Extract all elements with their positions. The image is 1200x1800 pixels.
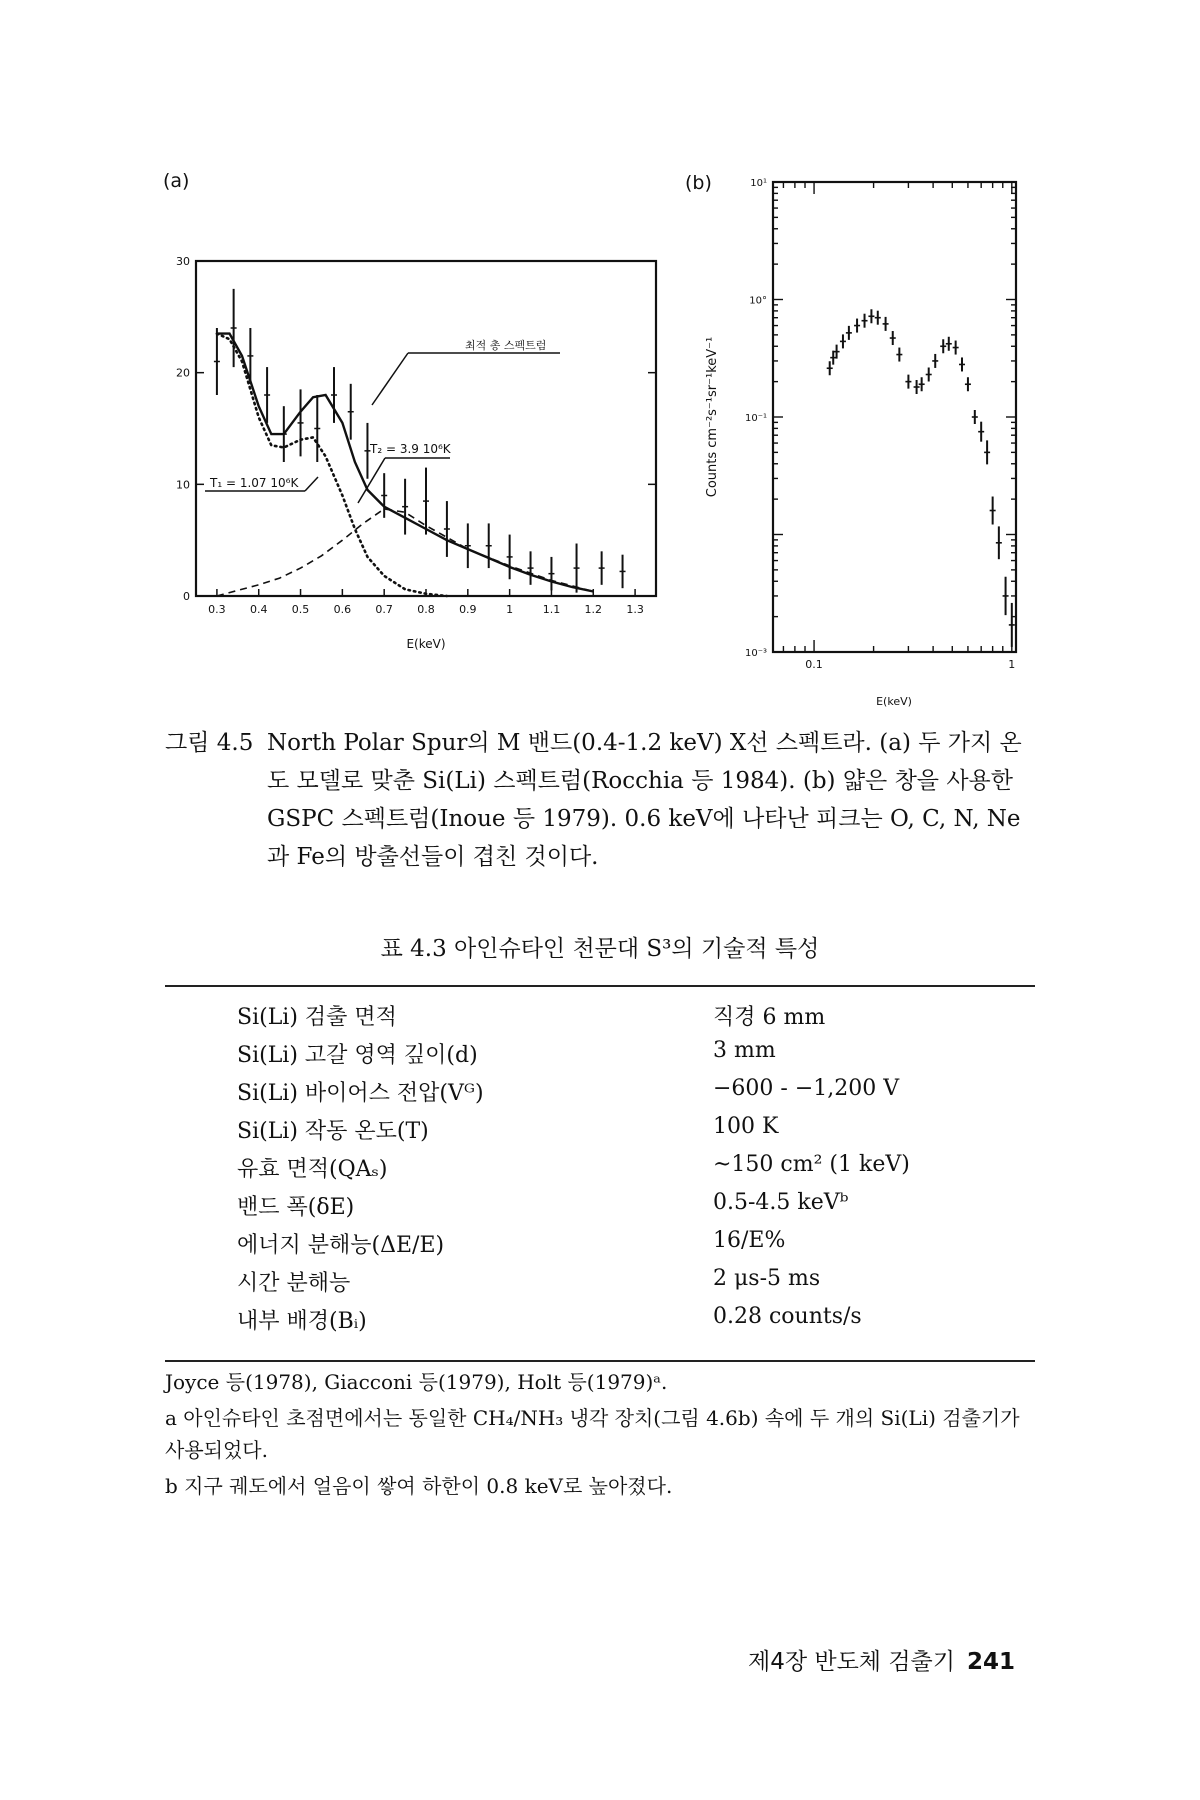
table-cell-value: 16/E% — [713, 1228, 786, 1253]
panel-b-label: (b) — [685, 172, 712, 194]
chart-b-ylabel: Counts cm⁻²s⁻¹sr⁻¹keV⁻¹ — [705, 336, 720, 498]
table-bottom-rule — [165, 1360, 1035, 1362]
chart-a-y-tick-label: 20 — [176, 366, 190, 380]
table-cell-property: 밴드 폭(δE) — [237, 1195, 355, 1220]
table-note-a: a 아인슈타인 초점면에서는 동일한 CH₄/NH₃ 냉각 장치(그림 4.6b) 속에 두 개의 Si(Li) 검출기가 사용되었다. — [165, 1406, 1020, 1462]
chart-b-x-tick-label: 0.1 — [805, 658, 823, 671]
table-row — [165, 1038, 1035, 1072]
t1-annotation: T₁ = 1.07 10⁶K — [210, 476, 299, 490]
table-cell-property: 시간 분해능 — [237, 1271, 351, 1296]
chart-b-xlabel: E(keV) — [876, 695, 912, 708]
caption-body: North Polar Spur의 M 밴드(0.4-1.2 keV) X선 스펙트라. (a) 두 가지 온도 모델로 맞춘 Si(Li) 스펙트럼(Rocchia 등 1984). (b) 얇은 창을 사용한 GSPC 스펙트럼(Inoue 등 1979). 0.6 keV에 나타난 피크는 O, C, N, Ne과 Fe의 방출선들이 겹친 것이다. — [267, 730, 1022, 870]
chart-a-x-tick-label: 0.9 — [459, 603, 477, 616]
table-cell-value: 3 mm — [713, 1038, 776, 1063]
t1-leader-line-2 — [305, 477, 318, 491]
table-row — [165, 1190, 1035, 1224]
table-cell-value: 0.5-4.5 keVᵇ — [713, 1190, 849, 1215]
table-row — [165, 1114, 1035, 1148]
chart-b-frame — [773, 182, 1016, 652]
table-row — [165, 1000, 1035, 1034]
chart-a-x-tick-label: 1.2 — [584, 603, 603, 616]
chart-a-y-tick-label: 10 — [176, 478, 190, 492]
page-footer — [748, 1643, 1015, 1676]
chart-a-y-tick-label: 30 — [176, 255, 190, 268]
table-cell-value: ~150 cm² (1 keV) — [713, 1152, 910, 1177]
chart-b-y-tick-label: 10⁻¹ — [744, 413, 767, 424]
panel-a-label: (a) — [163, 170, 190, 192]
table-cell-property: Si(Li) 검출 면적 — [237, 1005, 397, 1030]
chart-a-dotted-curve — [217, 334, 447, 596]
table-cell-property: Si(Li) 바이어스 전압(Vᴳ) — [237, 1081, 484, 1106]
table-row — [165, 1228, 1035, 1262]
figure-caption — [165, 724, 1035, 876]
table-title: 표 4.3 아인슈타인 천문대 S³의 기술적 특성 — [380, 936, 820, 962]
table-cell-property: Si(Li) 고갈 영역 깊이(d) — [237, 1043, 478, 1068]
best-fit-annotation: 최적 총 스펙트럼 — [465, 339, 547, 352]
chart-a-x-tick-label: 1.1 — [542, 603, 561, 616]
chart-a-solid-curve — [217, 334, 593, 592]
table-row — [165, 1076, 1035, 1110]
table-cell-value: 2 μs-5 ms — [713, 1266, 821, 1291]
table-cell-property: 에너지 분해능(ΔE/E) — [237, 1233, 445, 1258]
chart-a-x-tick-label: 0.7 — [375, 603, 393, 616]
chart-a-xlabel: E(keV) — [406, 637, 446, 651]
table-cell-property: 유효 면적(QAₛ) — [237, 1157, 388, 1182]
chapter-title: 제4장 반도체 검출기 — [747, 1649, 955, 1675]
table-row — [165, 1304, 1035, 1338]
table-cell-value: 100 K — [713, 1114, 779, 1139]
chart-a — [160, 245, 680, 665]
table-note-b: b 지구 궤도에서 얼음이 쌓여 하한이 0.8 keV로 높아졌다. — [165, 1474, 673, 1498]
table-cell-value: 0.28 counts/s — [713, 1304, 862, 1329]
table-cell-property: Si(Li) 작동 온도(T) — [237, 1119, 429, 1144]
chart-a-x-tick-label: 0.3 — [208, 603, 226, 616]
chart-b-y-tick-label: 10⁻³ — [744, 648, 767, 659]
t2-annotation: T₂ = 3.9 10⁶K — [370, 442, 451, 456]
chart-b-x-tick-label: 1 — [1008, 658, 1016, 671]
chart-a-x-tick-label: 1 — [506, 603, 514, 616]
caption-label: 그림 4.5 — [165, 730, 254, 756]
chart-b-y-tick-label: 10¹ — [750, 178, 767, 189]
chart-b — [672, 170, 1052, 710]
table-source: Joyce 등(1978), Giacconi 등(1979), Holt 등(1979)ᵃ. — [165, 1370, 668, 1394]
chart-a-x-tick-label: 0.5 — [291, 603, 310, 616]
chart-b-y-tick-label: 10° — [749, 295, 767, 307]
table-row — [165, 1152, 1035, 1186]
table-cell-value: 직경 6 mm — [713, 1005, 826, 1030]
chart-a-y-tick-label: 0 — [183, 590, 190, 603]
chart-a-x-tick-label: 1.3 — [626, 603, 644, 616]
best-fit-leader-line-2 — [372, 353, 408, 405]
table-row — [165, 1266, 1035, 1300]
page-number: 241 — [966, 1649, 1015, 1675]
table-cell-property: 내부 배경(Bᵢ) — [237, 1309, 367, 1334]
table-top-rule — [165, 985, 1035, 987]
table-cell-value: −600 - −1,200 V — [713, 1076, 900, 1101]
chart-a-x-tick-label: 0.4 — [249, 603, 268, 616]
chart-a-x-tick-label: 0.6 — [333, 603, 352, 616]
chart-a-x-tick-label: 0.8 — [417, 603, 435, 616]
